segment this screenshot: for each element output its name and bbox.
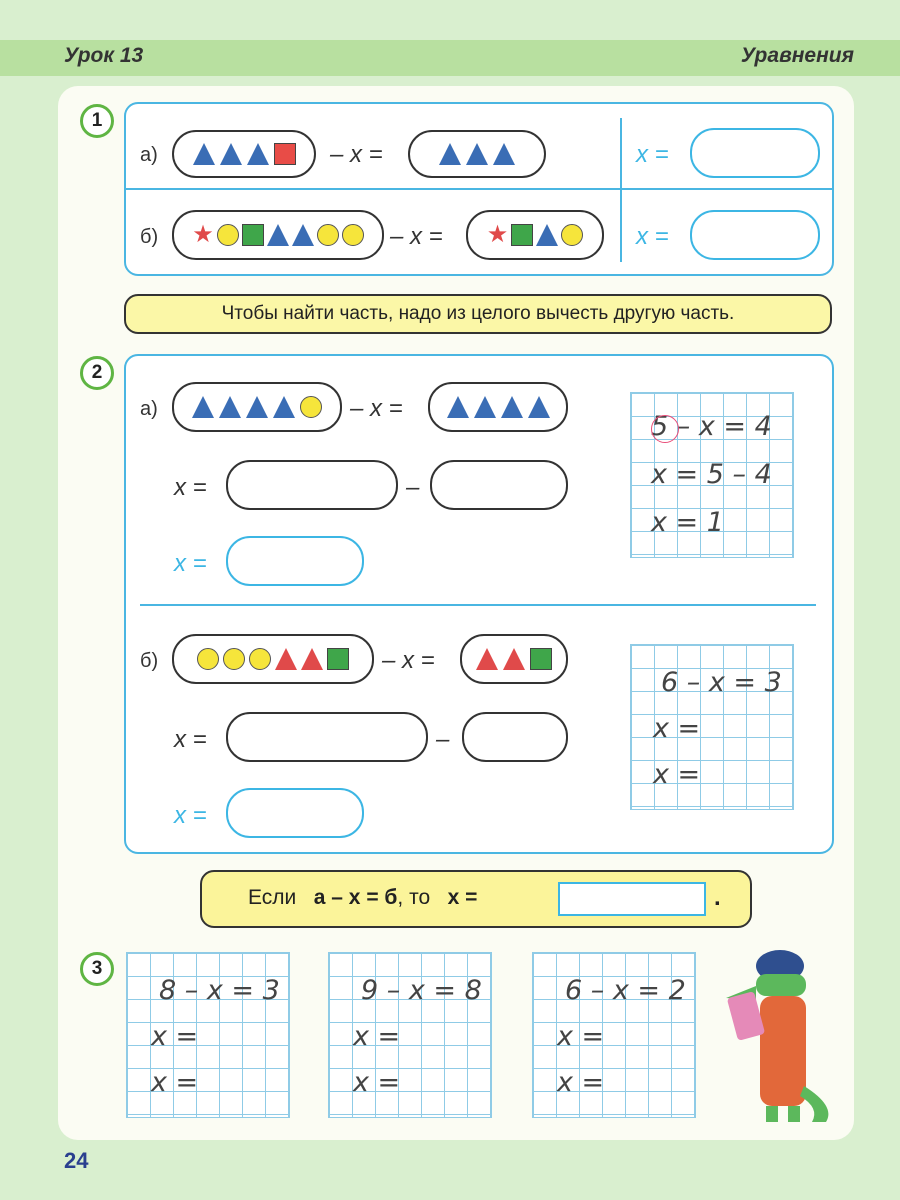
rule-box <box>124 294 832 334</box>
grid-line: x = <box>653 759 701 790</box>
answer-box[interactable] <box>690 128 820 178</box>
x-equals: x = <box>174 550 207 577</box>
exercise-2-number: 2 <box>80 356 114 390</box>
blue-triangle-icon <box>493 143 515 165</box>
grid-line: 9 – x = 8 <box>361 975 482 1006</box>
answer-box[interactable] <box>226 536 364 586</box>
answer-box[interactable] <box>226 460 398 510</box>
minus-sign: – <box>406 474 420 501</box>
rule-text: Чтобы найти часть, надо из целого вычесть другую часть. <box>221 303 735 324</box>
x-equals: x = <box>174 726 207 753</box>
blue-triangle-icon <box>273 396 295 418</box>
minus-sign: – <box>436 726 450 753</box>
blue-triangle-icon <box>439 143 461 165</box>
highlight-circle <box>651 415 679 443</box>
formula-text <box>248 886 477 910</box>
part-set <box>466 210 604 260</box>
blue-triangle-icon <box>246 396 268 418</box>
part-set <box>408 130 546 178</box>
grid-line: 6 – x = 3 <box>661 667 782 698</box>
item-a-label: а) <box>140 144 158 166</box>
grid-line: 8 – x = 3 <box>159 975 280 1006</box>
yellow-circle-icon <box>342 224 364 246</box>
minus-x-equals: – x = <box>390 223 443 250</box>
whole-set <box>172 130 316 178</box>
page-number: 24 <box>64 1148 89 1173</box>
blue-triangle-icon <box>267 224 289 246</box>
formula-box <box>200 870 752 928</box>
task-grid <box>630 644 794 810</box>
blue-triangle-icon <box>292 224 314 246</box>
task-grid <box>532 952 696 1118</box>
yellow-circle-icon <box>223 648 245 670</box>
yellow-circle-icon <box>217 224 239 246</box>
red-star-icon: ★ <box>192 221 214 248</box>
blue-triangle-icon <box>474 396 496 418</box>
grid-line: x = <box>557 1067 605 1098</box>
divider <box>620 118 622 262</box>
red-star-icon: ★ <box>486 221 509 248</box>
divider <box>140 604 816 606</box>
green-square-icon <box>327 648 349 670</box>
whole-set <box>172 634 374 684</box>
grid-line: 5 – x = 4 <box>651 411 772 442</box>
answer-box[interactable] <box>430 460 568 510</box>
green-square-icon <box>511 224 533 246</box>
grid-line: x = <box>151 1021 199 1052</box>
grid-line: x = 5 – 4 <box>651 459 772 490</box>
blue-triangle-icon <box>220 143 242 165</box>
grid-line: x = <box>353 1021 401 1052</box>
formula-x: х = <box>447 886 478 909</box>
yellow-circle-icon <box>561 224 583 246</box>
item-a-label: а) <box>140 398 158 420</box>
period: . <box>714 884 721 911</box>
yellow-circle-icon <box>197 648 219 670</box>
red-triangle-icon <box>301 648 323 670</box>
x-equals: x = <box>174 802 207 829</box>
red-triangle-icon <box>476 648 498 670</box>
grid-line: x = <box>557 1021 605 1052</box>
whole-set <box>172 382 342 432</box>
example-grid <box>630 392 794 558</box>
exercise-3-number: 3 <box>80 952 114 986</box>
grid-line: x = <box>353 1067 401 1098</box>
formula: а – х = б <box>313 886 398 909</box>
crocodile-illustration <box>716 936 844 1126</box>
blue-triangle-icon <box>501 396 523 418</box>
green-square-icon <box>530 648 552 670</box>
x-equals: x = <box>636 141 669 168</box>
blue-triangle-icon <box>447 396 469 418</box>
x-equals: x = <box>174 474 207 501</box>
blue-triangle-icon <box>219 396 241 418</box>
grid-line: x = <box>151 1067 199 1098</box>
part-set <box>460 634 568 684</box>
formula-answer-box[interactable] <box>558 882 706 916</box>
blue-triangle-icon <box>528 396 550 418</box>
task-grid <box>328 952 492 1118</box>
answer-box[interactable] <box>690 210 820 260</box>
item-b-label: б) <box>140 650 159 672</box>
grid-line: x = <box>653 713 701 744</box>
exercise-1-number: 1 <box>80 104 114 138</box>
red-square-icon <box>274 143 296 165</box>
blue-triangle-icon <box>536 224 558 246</box>
minus-x-equals: – x = <box>350 395 403 422</box>
whole-set <box>172 210 384 260</box>
minus-x-equals: – x = <box>330 141 383 168</box>
answer-box[interactable] <box>226 712 428 762</box>
yellow-circle-icon <box>300 396 322 418</box>
answer-box[interactable] <box>226 788 364 838</box>
topic-title: Уравнения <box>740 44 854 67</box>
item-b-label: б) <box>140 226 159 248</box>
blue-triangle-icon <box>247 143 269 165</box>
grid-line: 6 – x = 2 <box>565 975 686 1006</box>
x-equals: x = <box>636 223 669 250</box>
answer-box[interactable] <box>462 712 568 762</box>
formula-mid: , то <box>397 886 431 909</box>
yellow-circle-icon <box>317 224 339 246</box>
yellow-circle-icon <box>249 648 271 670</box>
green-square-icon <box>242 224 264 246</box>
minus-x-equals: – x = <box>382 647 435 674</box>
blue-triangle-icon <box>192 396 214 418</box>
red-triangle-icon <box>275 648 297 670</box>
divider <box>126 188 832 190</box>
task-grid <box>126 952 290 1118</box>
blue-triangle-icon <box>193 143 215 165</box>
red-triangle-icon <box>503 648 525 670</box>
formula-prefix: Если <box>248 886 297 909</box>
lesson-title: Урок 13 <box>64 44 144 67</box>
grid-line: x = 1 <box>651 507 724 538</box>
part-set <box>428 382 568 432</box>
blue-triangle-icon <box>466 143 488 165</box>
